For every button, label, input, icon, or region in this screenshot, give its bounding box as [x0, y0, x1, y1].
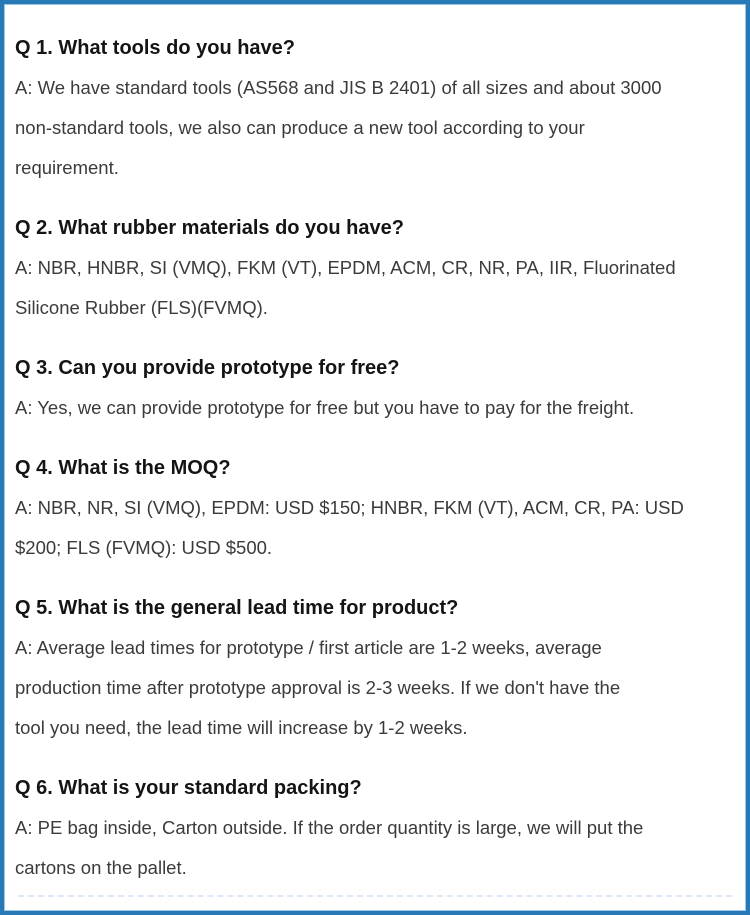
question-heading: Q 4. What is the MOQ?	[15, 457, 231, 479]
answer-line: $200; FLS (FVMQ): USD $500.	[15, 537, 273, 558]
faq-section-q6	[15, 768, 738, 888]
answer-line: A: NBR, HNBR, SI (VMQ), FKM (VT), EPDM, ACM, CR, NR, PA, IIR, Fluorinated	[15, 257, 676, 278]
question-heading: Q 3. Can you provide prototype for free?	[15, 357, 400, 379]
question-heading: Q 2. What rubber materials do you have?	[15, 217, 404, 239]
answer-line: A: PE bag inside, Carton outside. If the order quantity is large, we will put the	[15, 817, 644, 838]
faq-section-q5	[15, 588, 738, 748]
answer-line: A: Yes, we can provide prototype for free but you have to pay for the freight.	[15, 397, 635, 418]
answer-line: A: Average lead times for prototype / first article are 1-2 weeks, average	[15, 637, 602, 658]
answer-line: cartons on the pallet.	[15, 857, 187, 878]
answer-line: tool you need, the lead time will increase by 1-2 weeks.	[15, 717, 468, 738]
faq-section-q1	[15, 28, 738, 188]
question-heading: Q 5. What is the general lead time for product?	[15, 597, 459, 619]
question-heading: Q 1. What tools do you have?	[15, 37, 296, 59]
faq-section-q4	[15, 448, 738, 568]
faq-section-q3	[15, 348, 738, 428]
answer-line: A: NBR, NR, SI (VMQ), EPDM: USD $150; HNBR, FKM (VT), ACM, CR, PA: USD	[15, 497, 684, 518]
faq-section-q2	[15, 208, 738, 328]
answer-line: requirement.	[15, 157, 119, 178]
answer-line: Silicone Rubber (FLS)(FVMQ).	[15, 297, 268, 318]
answer-line: A: We have standard tools (AS568 and JIS B 2401) of all sizes and about 3000	[15, 77, 662, 98]
answer-line: production time after prototype approval is 2-3 weeks. If we don't have the	[15, 677, 621, 698]
text-boundary-dashed-line	[18, 895, 732, 897]
question-heading: Q 6. What is your standard packing?	[15, 777, 362, 799]
answer-line: non-standard tools, we also can produce a new tool according to your	[15, 117, 585, 138]
